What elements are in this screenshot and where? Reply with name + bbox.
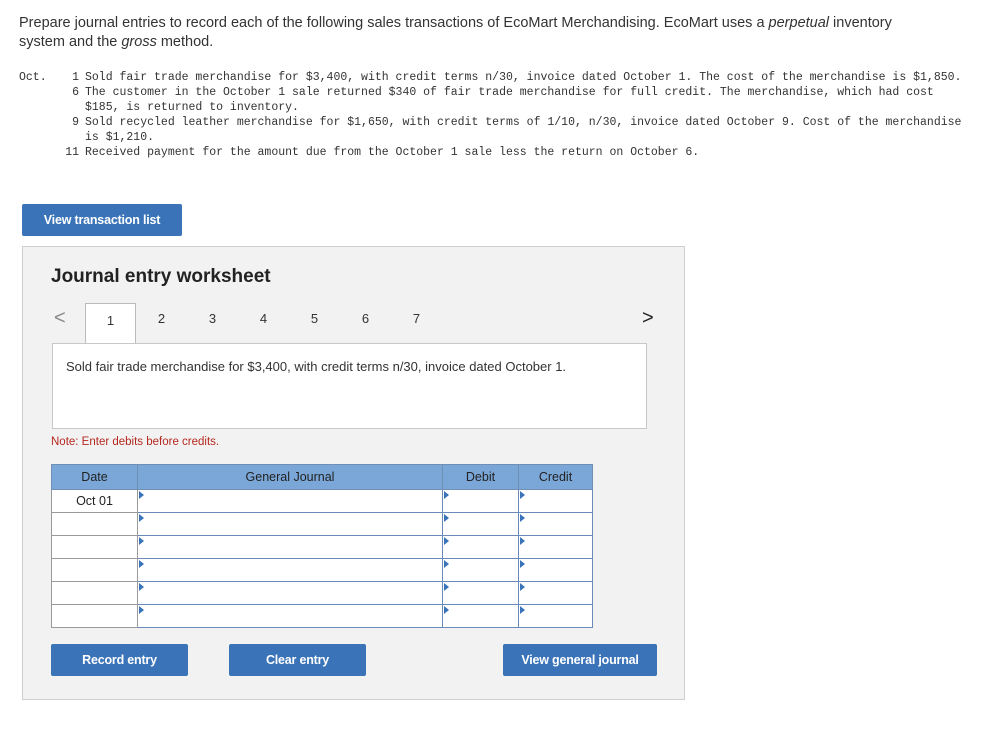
clear-entry-button[interactable]: Clear entry: [229, 644, 366, 676]
account-dropdown[interactable]: [138, 536, 443, 559]
transaction-row: [19, 115, 969, 145]
dropdown-indicator-icon: [520, 537, 525, 545]
table-row: [52, 536, 593, 559]
tab-2[interactable]: 2: [157, 310, 166, 326]
debit-input[interactable]: [443, 513, 519, 536]
date-column-header: Date: [52, 465, 138, 490]
dropdown-indicator-icon: [139, 583, 144, 591]
transaction-month: Oct.: [19, 71, 47, 84]
dropdown-indicator-icon: [139, 537, 144, 545]
dropdown-indicator-icon: [139, 560, 144, 568]
dropdown-indicator-icon: [444, 537, 449, 545]
credit-input[interactable]: [519, 536, 593, 559]
tab-7[interactable]: 7: [412, 310, 421, 326]
tab-4[interactable]: 4: [259, 310, 268, 326]
general-journal-column-header: General Journal: [138, 465, 443, 490]
table-row: [52, 605, 593, 628]
transaction-day: 1: [72, 71, 79, 84]
dropdown-indicator-icon: [139, 491, 144, 499]
worksheet-title: Journal entry worksheet: [51, 266, 271, 287]
instructions-text-2: inventory system and the: [19, 15, 892, 50]
transaction-row: [19, 145, 969, 160]
previous-arrow-icon[interactable]: <: [54, 307, 66, 329]
transaction-list: [19, 70, 969, 160]
transaction-day: 9: [72, 116, 79, 129]
credit-input[interactable]: [519, 582, 593, 605]
dropdown-indicator-icon: [520, 583, 525, 591]
dropdown-indicator-icon: [444, 606, 449, 614]
instructions-emphasis-gross: gross: [121, 34, 157, 50]
credit-input[interactable]: [519, 559, 593, 582]
transaction-description: Sold fair trade merchandise for $3,400, with credit terms n/30, invoice dated October 1.: [52, 343, 647, 429]
date-cell: [52, 582, 138, 605]
account-dropdown[interactable]: [138, 513, 443, 536]
dropdown-indicator-icon: [520, 606, 525, 614]
transaction-text: Sold fair trade merchandise for $3,400, with credit terms n/30, invoice dated October 1. The cost of the merchandise is $1,850.: [85, 71, 962, 84]
dropdown-indicator-icon: [520, 560, 525, 568]
credit-input[interactable]: [519, 490, 593, 513]
next-arrow-icon[interactable]: >: [642, 307, 654, 329]
account-dropdown[interactable]: [138, 559, 443, 582]
account-dropdown[interactable]: [138, 490, 443, 513]
table-header-row: [52, 465, 593, 490]
credit-input[interactable]: [519, 605, 593, 628]
tab-5[interactable]: 5: [310, 310, 319, 326]
dropdown-indicator-icon: [444, 491, 449, 499]
table-row: [52, 559, 593, 582]
debit-input[interactable]: [443, 559, 519, 582]
date-cell: Oct 01: [52, 490, 138, 513]
dropdown-indicator-icon: [444, 583, 449, 591]
tab-6[interactable]: 6: [361, 310, 370, 326]
transaction-row: [19, 85, 969, 115]
general-journal-table: [51, 464, 593, 628]
debit-input[interactable]: [443, 536, 519, 559]
view-transaction-list-button[interactable]: View transaction list: [22, 204, 182, 236]
tab-3[interactable]: 3: [208, 310, 217, 326]
dropdown-indicator-icon: [520, 491, 525, 499]
date-cell: [52, 513, 138, 536]
dropdown-indicator-icon: [139, 514, 144, 522]
credit-column-header: Credit: [519, 465, 593, 490]
instructions-text-1: Prepare journal entries to record each of the following sales transactions of EcoMart Merchandising. EcoMart uses a: [19, 15, 769, 31]
table-row: [52, 490, 593, 513]
dropdown-indicator-icon: [444, 514, 449, 522]
table-row: [52, 513, 593, 536]
dropdown-indicator-icon: [520, 514, 525, 522]
transaction-text: Received payment for the amount due from the October 1 sale less the return on October 6.: [85, 146, 700, 159]
view-general-journal-button[interactable]: View general journal: [503, 644, 657, 676]
dropdown-indicator-icon: [139, 606, 144, 614]
transaction-text: Sold recycled leather merchandise for $1,650, with credit terms of 1/10, n/30, invoice dated October 9. Cost of the merchandise is $1,210.: [85, 116, 962, 144]
transaction-row: [19, 70, 969, 85]
instructions: [19, 14, 919, 52]
credit-input[interactable]: [519, 513, 593, 536]
debit-input[interactable]: [443, 605, 519, 628]
tab-1[interactable]: 1: [85, 303, 136, 343]
table-row: [52, 582, 593, 605]
dropdown-indicator-icon: [444, 560, 449, 568]
debit-column-header: Debit: [443, 465, 519, 490]
date-cell: [52, 605, 138, 628]
debits-credits-note: Note: Enter debits before credits.: [51, 436, 220, 448]
debit-input[interactable]: [443, 490, 519, 513]
transaction-day: 6: [72, 86, 79, 99]
journal-entry-worksheet: [22, 246, 685, 700]
record-entry-button[interactable]: Record entry: [51, 644, 188, 676]
instructions-emphasis-perpetual: perpetual: [768, 15, 830, 31]
worksheet-tabs: [85, 303, 442, 343]
debit-input[interactable]: [443, 582, 519, 605]
instructions-text-3: method.: [156, 34, 214, 50]
account-dropdown[interactable]: [138, 605, 443, 628]
account-dropdown[interactable]: [138, 582, 443, 605]
transaction-text: The customer in the October 1 sale returned $340 of fair trade merchandise for full credit. The merchandise, which had cost $185, is returned to inventory.: [85, 86, 934, 114]
transaction-day: 11: [65, 146, 79, 159]
date-cell: [52, 536, 138, 559]
date-cell: [52, 559, 138, 582]
